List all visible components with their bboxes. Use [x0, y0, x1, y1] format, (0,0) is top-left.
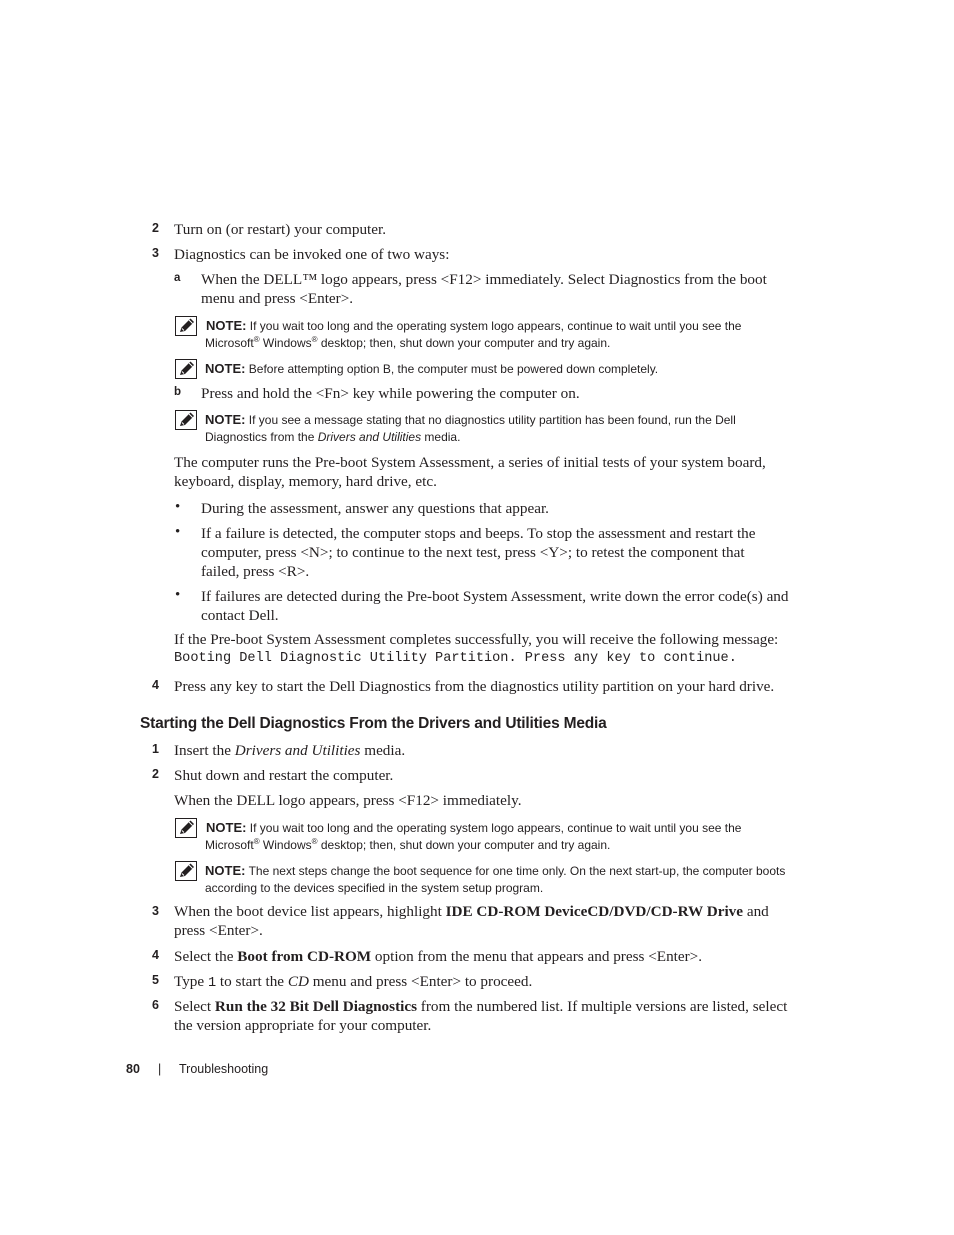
note: [206, 819, 741, 854]
step-text-bold: IDE CD-ROM DeviceCD/DVD/CD-RW Drive: [445, 903, 744, 920]
bullet-line: failed, press <R>.: [201, 563, 310, 580]
note-label: NOTE:: [205, 863, 246, 878]
step-text: [174, 947, 702, 966]
step-text-bold: Boot from CD-ROM: [237, 948, 372, 965]
page-number: 80: [126, 1062, 140, 1076]
step-text-part: and: [743, 903, 769, 920]
step-text: [174, 741, 405, 760]
substep-text: Press and hold the <Fn> key while powering the computer on.: [201, 385, 580, 402]
note-text: The next steps change the boot sequence for one time only. On the next start-up, the computer boots: [248, 864, 786, 878]
registered-mark: ®: [253, 335, 260, 344]
note-pencil-icon: [175, 316, 197, 336]
step-text-part: the version appropriate for your computer.: [174, 1017, 432, 1034]
step-text: [174, 902, 769, 940]
step-text-part: When the boot device list appears, highlight: [174, 903, 446, 920]
paragraph: When the DELL logo appears, press <F12> immediately.: [174, 792, 522, 809]
step-text-bold: Run the 32 Bit Dell Diagnostics: [214, 998, 417, 1015]
step-number: 5: [152, 973, 159, 987]
note-pencil-icon: [175, 410, 197, 430]
bullet-text: During the assessment, answer any questions that appear.: [201, 500, 549, 517]
note-pencil-icon: [175, 359, 197, 379]
step-number: 4: [152, 948, 159, 962]
footer-title: Troubleshooting: [179, 1062, 269, 1076]
note: [205, 411, 736, 446]
bullet-line: computer, press <N>; to continue to the next test, press <Y>; to retest the component that: [201, 544, 745, 561]
step-text-part: Type: [174, 973, 208, 990]
note-pencil-icon: [175, 861, 197, 881]
bullet-line: If a failure is detected, the computer stops and beeps. To stop the assessment and restart the: [201, 525, 756, 542]
note-text-emphasis: Drivers and Utilities: [317, 430, 422, 444]
step-number: 3: [152, 246, 159, 260]
note-text: according to the devices specified in the system setup program.: [205, 881, 544, 895]
step-number: 2: [152, 221, 159, 235]
note-text: desktop; then, shut down your computer and try again.: [317, 838, 611, 852]
substep-line: When the DELL™ logo appears, press <F12> immediately. Select Diagnostics from the boot: [201, 271, 767, 288]
bullet-line: If failures are detected during the Pre-boot System Assessment, write down the error code(s) and: [201, 588, 789, 605]
substep-line: menu and press <Enter>.: [201, 290, 354, 307]
paragraph-line: The computer runs the Pre-boot System Assessment, a series of initial tests of your system board,: [174, 454, 766, 471]
substep-text: [201, 270, 767, 308]
note-text: If you wait too long and the operating system logo appears, continue to wait until you see the: [249, 821, 742, 835]
step-text-part: to start the: [216, 973, 288, 990]
step-text-part: press <Enter>.: [174, 922, 263, 939]
substep-label: a: [174, 272, 181, 284]
step-text: Shut down and restart the computer.: [174, 767, 394, 784]
bullet-text: [201, 524, 756, 581]
code-message: Booting Dell Diagnostic Utility Partition. Press any key to continue.: [174, 651, 737, 666]
note: [205, 360, 658, 378]
step-text-part: Insert the: [174, 742, 235, 759]
note-label: NOTE:: [205, 361, 246, 376]
paragraph: [174, 453, 766, 491]
note-text: Windows: [259, 838, 312, 852]
step-text-part: Select: [174, 998, 215, 1015]
note-text: Before attempting option B, the computer must be powered down completely.: [248, 362, 659, 376]
registered-mark: ®: [311, 837, 318, 846]
step-text-emphasis: Drivers and Utilities: [234, 742, 361, 759]
note-text: If you see a message stating that no diagnostics utility partition has been found, run the Dell: [248, 413, 736, 427]
step-number: 3: [152, 904, 159, 918]
note-pencil-icon: [175, 818, 197, 838]
section-heading: Starting the Dell Diagnostics From the Drivers and Utilities Media: [140, 715, 607, 732]
step-text: [174, 972, 532, 993]
registered-mark: ®: [253, 837, 260, 846]
step-text-code: 1: [207, 976, 217, 991]
step-text-part: from the numbered list. If multiple versions are listed, select: [417, 998, 788, 1015]
registered-mark: ®: [311, 335, 318, 344]
step-text-emphasis: CD: [287, 973, 309, 990]
note-label: NOTE:: [205, 412, 246, 427]
note-text: Diagnostics from the: [205, 430, 318, 444]
note: [205, 862, 785, 897]
substep-label: b: [174, 386, 182, 398]
step-text-part: menu and press <Enter> to proceed.: [308, 973, 533, 990]
note-label: NOTE:: [206, 820, 247, 835]
step-text: [174, 997, 787, 1035]
paragraph: If the Pre-boot System Assessment completes successfully, you will receive the following message:: [174, 631, 779, 648]
step-number: 2: [152, 767, 159, 781]
note-text: If you wait too long and the operating system logo appears, continue to wait until you see the: [249, 319, 742, 333]
bullet-text: [201, 587, 789, 625]
bullet-icon: •: [175, 499, 181, 515]
step-text-part: Select the: [174, 948, 238, 965]
note-label: NOTE:: [206, 318, 247, 333]
step-text-part: option from the menu that appears and press <Enter>.: [371, 948, 703, 965]
note: [206, 317, 741, 352]
note-text: desktop; then, shut down your computer and try again.: [317, 336, 611, 350]
bullet-icon: •: [175, 587, 181, 603]
step-text: Turn on (or restart) your computer.: [174, 221, 387, 238]
step-text-part: media.: [360, 742, 406, 759]
step-number: 6: [152, 998, 159, 1012]
step-number: 1: [152, 742, 159, 756]
step-text: Diagnostics can be invoked one of two ways:: [174, 246, 450, 263]
footer-separator: |: [158, 1062, 162, 1076]
paragraph-line: keyboard, display, memory, hard drive, etc.: [174, 473, 437, 490]
step-text: Press any key to start the Dell Diagnostics from the diagnostics utility partition on your hard drive.: [174, 678, 775, 695]
step-number: 4: [152, 678, 159, 692]
note-text: Windows: [259, 336, 312, 350]
note-text: Microsoft: [205, 336, 254, 350]
note-text: Microsoft: [205, 838, 254, 852]
bullet-icon: •: [175, 524, 181, 540]
note-text: media.: [421, 430, 461, 444]
bullet-line: contact Dell.: [201, 607, 279, 624]
